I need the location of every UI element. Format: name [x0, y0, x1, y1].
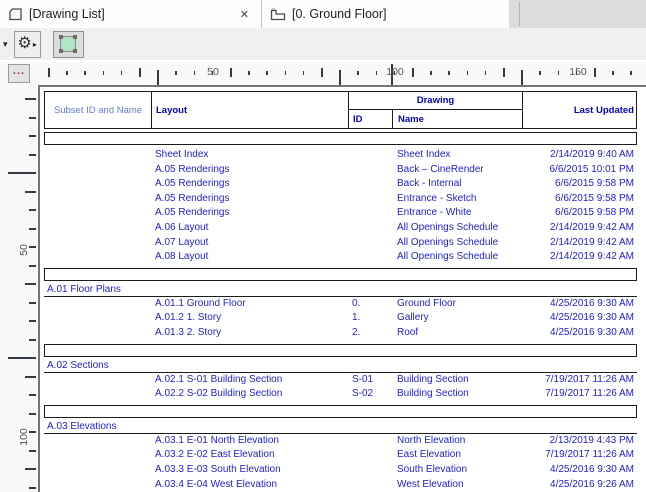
cell-updated: 2/14/2019 9:42 AM — [550, 236, 634, 248]
header-name: Name — [393, 110, 523, 128]
cell-id — [348, 206, 392, 221]
cell-name: Back – CineRender — [397, 163, 484, 175]
cell-layout: A.03.4 E-04 West Elevation — [155, 478, 278, 490]
cell-layout: A.05 Renderings — [155, 178, 230, 190]
subset-spacer-row — [44, 405, 637, 418]
ruler-tick — [29, 228, 36, 230]
cell-id — [348, 463, 392, 478]
ruler-tick — [175, 71, 177, 75]
ruler-tick — [25, 468, 36, 470]
ruler-tick — [266, 71, 268, 75]
table-row[interactable] — [44, 250, 637, 265]
cell-id — [348, 434, 392, 449]
table-row[interactable] — [44, 463, 637, 478]
cell-updated: 6/6/2015 9:58 PM — [555, 178, 634, 190]
ruler-tick — [29, 209, 36, 211]
cell-id: S-01 — [352, 373, 374, 385]
cell-layout: A.02.1 S-01 Building Section — [155, 373, 283, 385]
horizontal-ruler — [0, 62, 646, 85]
cell-subset — [44, 434, 151, 449]
ruler-tick — [248, 71, 250, 75]
vertical-ruler — [0, 85, 38, 492]
ruler-tick — [29, 246, 36, 248]
cell-id — [348, 478, 392, 492]
ruler-tick — [121, 71, 123, 75]
cell-id — [348, 221, 392, 236]
table-row[interactable] — [44, 148, 637, 163]
cell-name: All Openings Schedule — [397, 251, 499, 263]
cell-updated: 6/6/2015 9:58 PM — [555, 192, 634, 204]
ruler-tick — [303, 71, 305, 75]
cell-name: North Elevation — [397, 434, 466, 446]
ruler-tick — [467, 71, 469, 75]
ruler-label: 50 — [207, 66, 219, 78]
cell-layout: A.05 Renderings — [155, 192, 230, 204]
ruler-tick — [630, 71, 632, 75]
table-row[interactable] — [44, 387, 637, 402]
marquee-tool-button[interactable] — [53, 31, 84, 58]
cell-updated: 4/25/2016 9:30 AM — [550, 312, 634, 324]
ruler-tick — [29, 135, 36, 137]
cell-name: West Elevation — [397, 478, 464, 490]
tab-label: [0. Ground Floor] — [292, 7, 387, 21]
header-layout: Layout — [152, 92, 349, 128]
cell-updated: 6/6/2015 9:58 PM — [555, 207, 634, 219]
cell-subset — [44, 177, 151, 192]
ruler-tick — [29, 320, 36, 322]
cell-id — [348, 236, 392, 251]
ruler-tick — [503, 68, 505, 77]
chevron-down-icon[interactable]: ▾ — [3, 38, 8, 49]
ruler-label: 100 — [18, 428, 30, 446]
cell-name: Ground Floor — [397, 297, 456, 309]
ruler-tick — [66, 71, 68, 75]
table-body — [44, 132, 637, 492]
table-row[interactable] — [44, 326, 637, 341]
ruler-tick — [430, 71, 432, 75]
table-row[interactable] — [44, 311, 637, 326]
cell-id — [348, 163, 392, 178]
cell-subset — [44, 373, 151, 388]
ruler-tick — [8, 172, 36, 174]
table-row[interactable] — [44, 177, 637, 192]
subset-title: A.02 Sections — [44, 360, 637, 373]
cell-name: Back - Internal — [397, 178, 462, 190]
cell-updated: 2/14/2019 9:42 AM — [550, 221, 634, 233]
ruler-tick — [29, 117, 36, 119]
cell-layout: A.05 Renderings — [155, 163, 230, 175]
cell-subset — [44, 463, 151, 478]
cell-subset — [44, 250, 151, 265]
ruler-tick — [194, 71, 196, 75]
cell-subset — [44, 387, 151, 402]
ruler-tick — [139, 68, 141, 77]
tab-bar — [0, 0, 646, 28]
ruler-tick — [29, 302, 36, 304]
cell-updated: 7/19/2017 11:26 AM — [545, 373, 634, 385]
ruler-tick — [285, 71, 287, 75]
tab-drawing-list[interactable] — [0, 0, 262, 28]
cell-updated: 4/25/2016 9:30 AM — [550, 463, 634, 475]
cell-name: Gallery — [397, 312, 429, 324]
ruler-tick — [29, 413, 36, 415]
table-row[interactable] — [44, 448, 637, 463]
cell-layout: A.03.1 E-01 North Elevation — [155, 434, 279, 446]
drawing-list-table — [44, 91, 637, 492]
ruler-tick — [25, 98, 36, 100]
ruler-tick — [29, 394, 36, 396]
marquee-icon — [60, 36, 76, 52]
table-header — [44, 91, 637, 129]
cell-layout: A.07 Layout — [155, 236, 209, 248]
cell-layout: A.01.3 2. Story — [155, 326, 222, 338]
ruler-tick — [25, 283, 36, 285]
cell-id — [348, 192, 392, 207]
cell-name: Entrance - Sketch — [397, 192, 477, 204]
cell-name: South Elevation — [397, 463, 468, 475]
cell-id: 2. — [352, 326, 361, 338]
cell-id — [348, 148, 392, 163]
cell-name: Roof — [397, 326, 419, 338]
cell-updated: 2/14/2019 9:40 AM — [550, 149, 634, 160]
cell-layout: A.06 Layout — [155, 221, 209, 233]
cell-name: Entrance - White — [397, 207, 472, 219]
subset-title: A.03 Elevations — [44, 421, 637, 434]
ruler-tick — [521, 70, 523, 85]
ruler-tick — [157, 70, 159, 85]
cell-layout: A.08 Layout — [155, 251, 209, 263]
ruler-label: 100 — [386, 66, 404, 78]
cell-subset — [44, 311, 151, 326]
svg-text:P: P — [272, 7, 276, 13]
cell-layout: A.03.3 E-03 South Elevation — [155, 463, 281, 475]
table-row[interactable] — [44, 434, 637, 449]
ruler-tick — [84, 71, 86, 75]
ruler-tick — [48, 68, 50, 77]
cell-name: All Openings Schedule — [397, 221, 499, 233]
subset-title: A.01 Floor Plans — [44, 284, 637, 297]
ruler-tick — [29, 450, 36, 452]
ruler-label: 150 — [569, 66, 587, 78]
cell-subset — [44, 148, 151, 163]
cell-subset — [44, 326, 151, 341]
ruler-tick — [29, 339, 36, 341]
cell-id — [348, 177, 392, 192]
cell-updated: 4/25/2016 9:30 AM — [550, 326, 634, 338]
cell-updated: 7/19/2017 11:26 AM — [545, 388, 634, 400]
ruler-tick — [103, 71, 105, 75]
ruler-tick — [558, 71, 560, 75]
ruler-tick — [485, 71, 487, 75]
ruler-tick — [29, 487, 36, 489]
ruler-tick — [29, 265, 36, 267]
cell-layout: A.01.1 Ground Floor — [155, 297, 246, 309]
subset-spacer-row — [44, 344, 637, 357]
cell-updated: 4/25/2016 9:26 AM — [550, 478, 634, 490]
ruler-tick — [448, 71, 450, 75]
cell-subset — [44, 192, 151, 207]
ruler-tick — [29, 154, 36, 156]
tab-bar-empty-area — [509, 0, 646, 28]
view-settings-button[interactable] — [14, 31, 41, 58]
ruler-tick — [230, 68, 232, 77]
table-row[interactable] — [44, 236, 637, 251]
cell-subset — [44, 236, 151, 251]
cell-subset — [44, 448, 151, 463]
cell-subset — [44, 221, 151, 236]
layout-document-icon — [8, 7, 23, 22]
ruler-label: 50 — [18, 244, 30, 256]
cell-name: Sheet Index — [397, 149, 451, 160]
cell-subset — [44, 163, 151, 178]
cell-layout: A.05 Renderings — [155, 207, 230, 219]
close-tab-icon[interactable]: ✕ — [239, 8, 249, 21]
cell-name: East Elevation — [397, 449, 461, 461]
table-row[interactable] — [44, 373, 637, 388]
header-subset-id-and-name: Subset ID and Name — [45, 92, 152, 128]
ruler-tick — [25, 376, 36, 378]
cell-name: Building Section — [397, 388, 469, 400]
cell-layout: A.01.2 1. Story — [155, 312, 222, 324]
subset-spacer-row — [44, 132, 637, 145]
cell-id: 0. — [352, 297, 361, 309]
table-row[interactable] — [44, 297, 637, 312]
ruler-tick — [539, 71, 541, 75]
ruler-tick — [339, 70, 341, 85]
tab-bar-separator — [519, 2, 520, 26]
flyout-arrow-icon: ▸ — [32, 39, 37, 49]
subset-spacer-row — [44, 268, 637, 281]
toolbar — [0, 28, 646, 60]
table-row[interactable] — [44, 192, 637, 207]
cell-id: 1. — [352, 312, 361, 324]
cell-layout: A.02.2 S-02 Building Section — [155, 388, 283, 400]
cell-updated: 7/19/2017 11:26 AM — [545, 449, 634, 461]
header-id: ID — [349, 110, 393, 128]
table-row[interactable] — [44, 206, 637, 221]
table-row[interactable] — [44, 221, 637, 236]
ruler-tick — [376, 71, 378, 75]
header-last-updated: Last Updated — [573, 104, 634, 116]
ruler-options-button[interactable]: ... — [8, 64, 30, 83]
ruler-tick — [8, 357, 36, 359]
cell-subset — [44, 478, 151, 492]
cell-updated: 2/14/2019 9:42 AM — [550, 251, 634, 263]
ruler-tick — [29, 431, 36, 433]
cell-name: All Openings Schedule — [397, 236, 499, 248]
cell-layout: A.03.2 E-02 East Elevation — [155, 449, 275, 461]
cell-id: S-02 — [352, 388, 374, 400]
cell-id — [348, 448, 392, 463]
cell-layout: Sheet Index — [155, 149, 209, 160]
ruler-tick — [321, 68, 323, 77]
gear-icon: ⚙ — [17, 35, 32, 52]
header-drawing: Drawing — [349, 92, 523, 110]
cell-name: Building Section — [397, 373, 469, 385]
cell-id — [348, 250, 392, 265]
table-row[interactable] — [44, 163, 637, 178]
cell-updated: 4/25/2016 9:30 AM — [550, 297, 634, 309]
cell-subset — [44, 206, 151, 221]
ruler-tick — [412, 68, 414, 77]
cell-updated: 6/6/2015 10:01 PM — [549, 163, 634, 175]
tab-label: [Drawing List] — [29, 7, 105, 21]
ruler-tick — [25, 191, 36, 193]
cell-updated: 2/13/2019 4:43 PM — [549, 434, 634, 446]
ruler-tick — [357, 71, 359, 75]
ruler-tick — [594, 68, 596, 77]
floor-plan-icon — [270, 7, 286, 22]
ruler-tick — [612, 71, 614, 75]
cell-subset — [44, 297, 151, 312]
table-row[interactable] — [44, 478, 637, 492]
tab-ground-floor[interactable] — [262, 0, 509, 28]
